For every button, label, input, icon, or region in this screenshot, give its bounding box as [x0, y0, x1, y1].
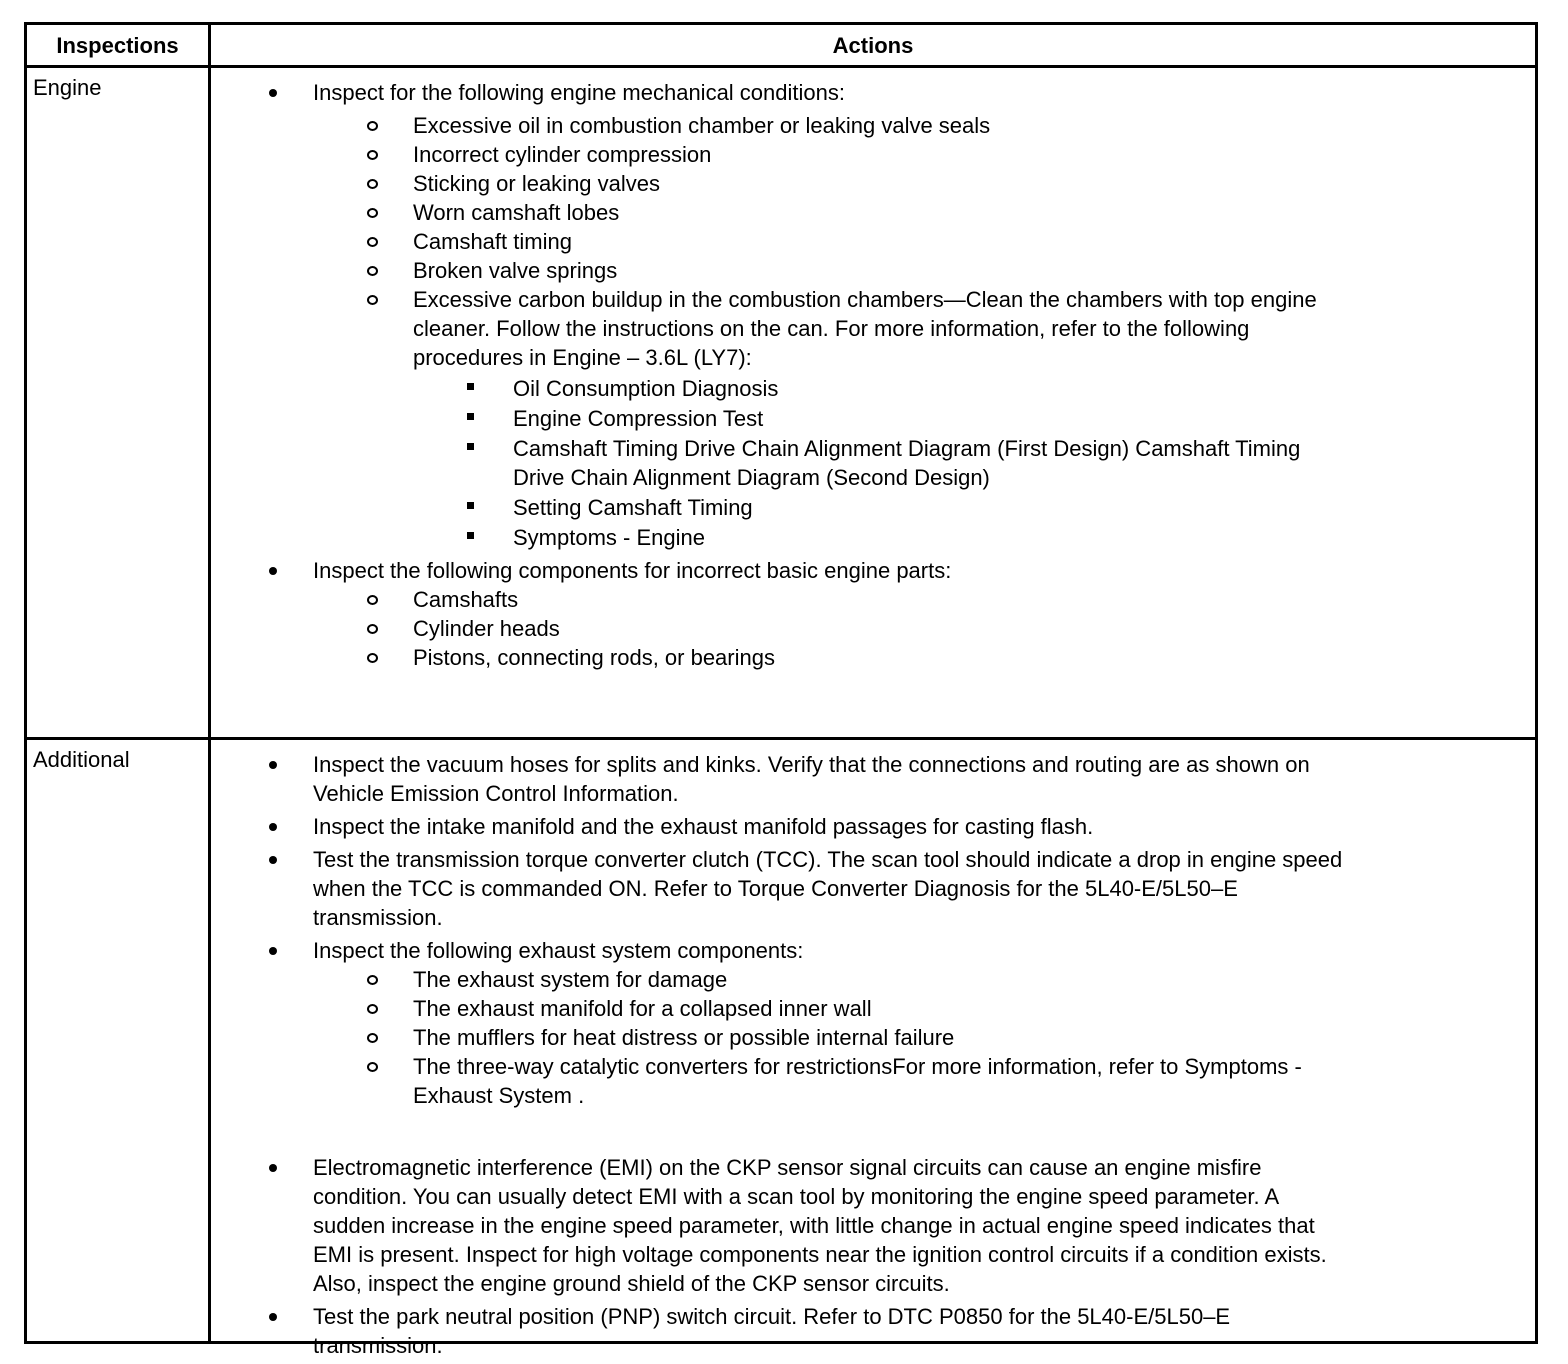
square-bullet-icon [467, 413, 474, 420]
circle-bullet-icon [367, 150, 378, 160]
list-item: Inspect the intake manifold and the exhaust manifold passages for casting flash. [27, 812, 1347, 841]
list-item: The exhaust system for damage [27, 965, 1347, 994]
circle-bullet-icon [367, 295, 378, 305]
list-item: Worn camshaft lobes [27, 198, 1347, 227]
list-item: Incorrect cylinder compression [27, 140, 1347, 169]
circle-bullet-icon [367, 121, 378, 131]
list-item: Test the transmission torque converter clutch (TCC). The scan tool should indicate a drop in engine speed when the TCC is commanded ON. Refer to Torque Converter Diagnosis for the 5L40-E/5L50–E transmission. [27, 845, 1347, 932]
list-item: Camshaft timing [27, 227, 1347, 256]
engine-actions [27, 78, 1347, 672]
circle-bullet-icon [367, 237, 378, 247]
bullet-icon [269, 761, 277, 769]
list-item: Sticking or leaking valves [27, 169, 1347, 198]
list-item: Inspect the following components for incorrect basic engine parts: [27, 556, 1347, 585]
list-item: Inspect for the following engine mechanical conditions: [27, 78, 1347, 107]
bullet-icon [269, 856, 277, 864]
circle-bullet-icon [367, 1033, 378, 1043]
circle-bullet-icon [367, 179, 378, 189]
bullet-icon [269, 89, 277, 97]
square-bullet-icon [467, 383, 474, 390]
list-item: Excessive oil in combustion chamber or leaking valve seals [27, 111, 1347, 140]
bullet-icon [269, 823, 277, 831]
list-item: Engine Compression Test [27, 404, 1347, 433]
list-item: Setting Camshaft Timing [27, 493, 1347, 522]
list-item: Electromagnetic interference (EMI) on the CKP sensor signal circuits can cause an engine misfire condition. You can usually detect EMI with a scan tool by monitoring the engine speed parameter. A sudden increase in the engine speed parameter, with little change in actual engine speed indicates that EMI is present. Inspect for high voltage components near the ignition control circuits if a condition exists. Also, inspect the engine ground shield of the CKP sensor circuits. [27, 1153, 1347, 1298]
circle-bullet-icon [367, 624, 378, 634]
spacer [27, 1110, 1347, 1138]
bullet-icon [269, 947, 277, 955]
bullet-icon [269, 567, 277, 575]
row-divider [27, 737, 1535, 740]
category-additional: Additional [33, 747, 130, 772]
circle-bullet-icon [367, 595, 378, 605]
list-item: Cylinder heads [27, 614, 1347, 643]
circle-bullet-icon [367, 1004, 378, 1014]
inspection-table [24, 22, 1538, 1358]
square-bullet-icon [467, 532, 474, 539]
category-engine: Engine [33, 75, 102, 100]
additional-actions [27, 750, 1347, 1364]
circle-bullet-icon [367, 266, 378, 276]
list-item: Camshafts [27, 585, 1347, 614]
bullet-icon [269, 1164, 277, 1172]
list-item: Oil Consumption Diagnosis [27, 374, 1347, 403]
circle-bullet-icon [367, 653, 378, 663]
list-item: The exhaust manifold for a collapsed inner wall [27, 994, 1347, 1023]
list-item: The mufflers for heat distress or possible internal failure [27, 1023, 1347, 1052]
list-item: Broken valve springs [27, 256, 1347, 285]
list-item: Test the park neutral position (PNP) switch circuit. Refer to DTC P0850 for the 5L40-E/5L50–E transmission. [27, 1302, 1347, 1360]
list-item: Symptoms - Engine [27, 523, 1347, 552]
list-item: Pistons, connecting rods, or bearings [27, 643, 1347, 672]
circle-bullet-icon [367, 975, 378, 985]
list-item: The three-way catalytic converters for restrictionsFor more information, refer to Symptoms - Exhaust System . [27, 1052, 1347, 1110]
header-actions: Actions [832, 33, 914, 58]
list-item: Inspect the vacuum hoses for splits and kinks. Verify that the connections and routing are as shown on Vehicle Emission Control Information. [27, 750, 1347, 808]
square-bullet-icon [467, 443, 474, 450]
list-item: Inspect the following exhaust system components: [27, 936, 1347, 965]
circle-bullet-icon [367, 1062, 378, 1072]
header-inspections: Inspections [56, 33, 179, 58]
list-item: Camshaft Timing Drive Chain Alignment Diagram (First Design) Camshaft Timing Drive Chain Alignment Diagram (Second Design) [27, 434, 1347, 492]
bullet-icon [269, 1313, 277, 1321]
circle-bullet-icon [367, 208, 378, 218]
list-item: Excessive carbon buildup in the combustion chambers—Clean the chambers with top engine cleaner. Follow the instructions on the can. For more information, refer to the following procedures in Engine – 3.6L (LY7): [27, 285, 1347, 372]
square-bullet-icon [467, 502, 474, 509]
